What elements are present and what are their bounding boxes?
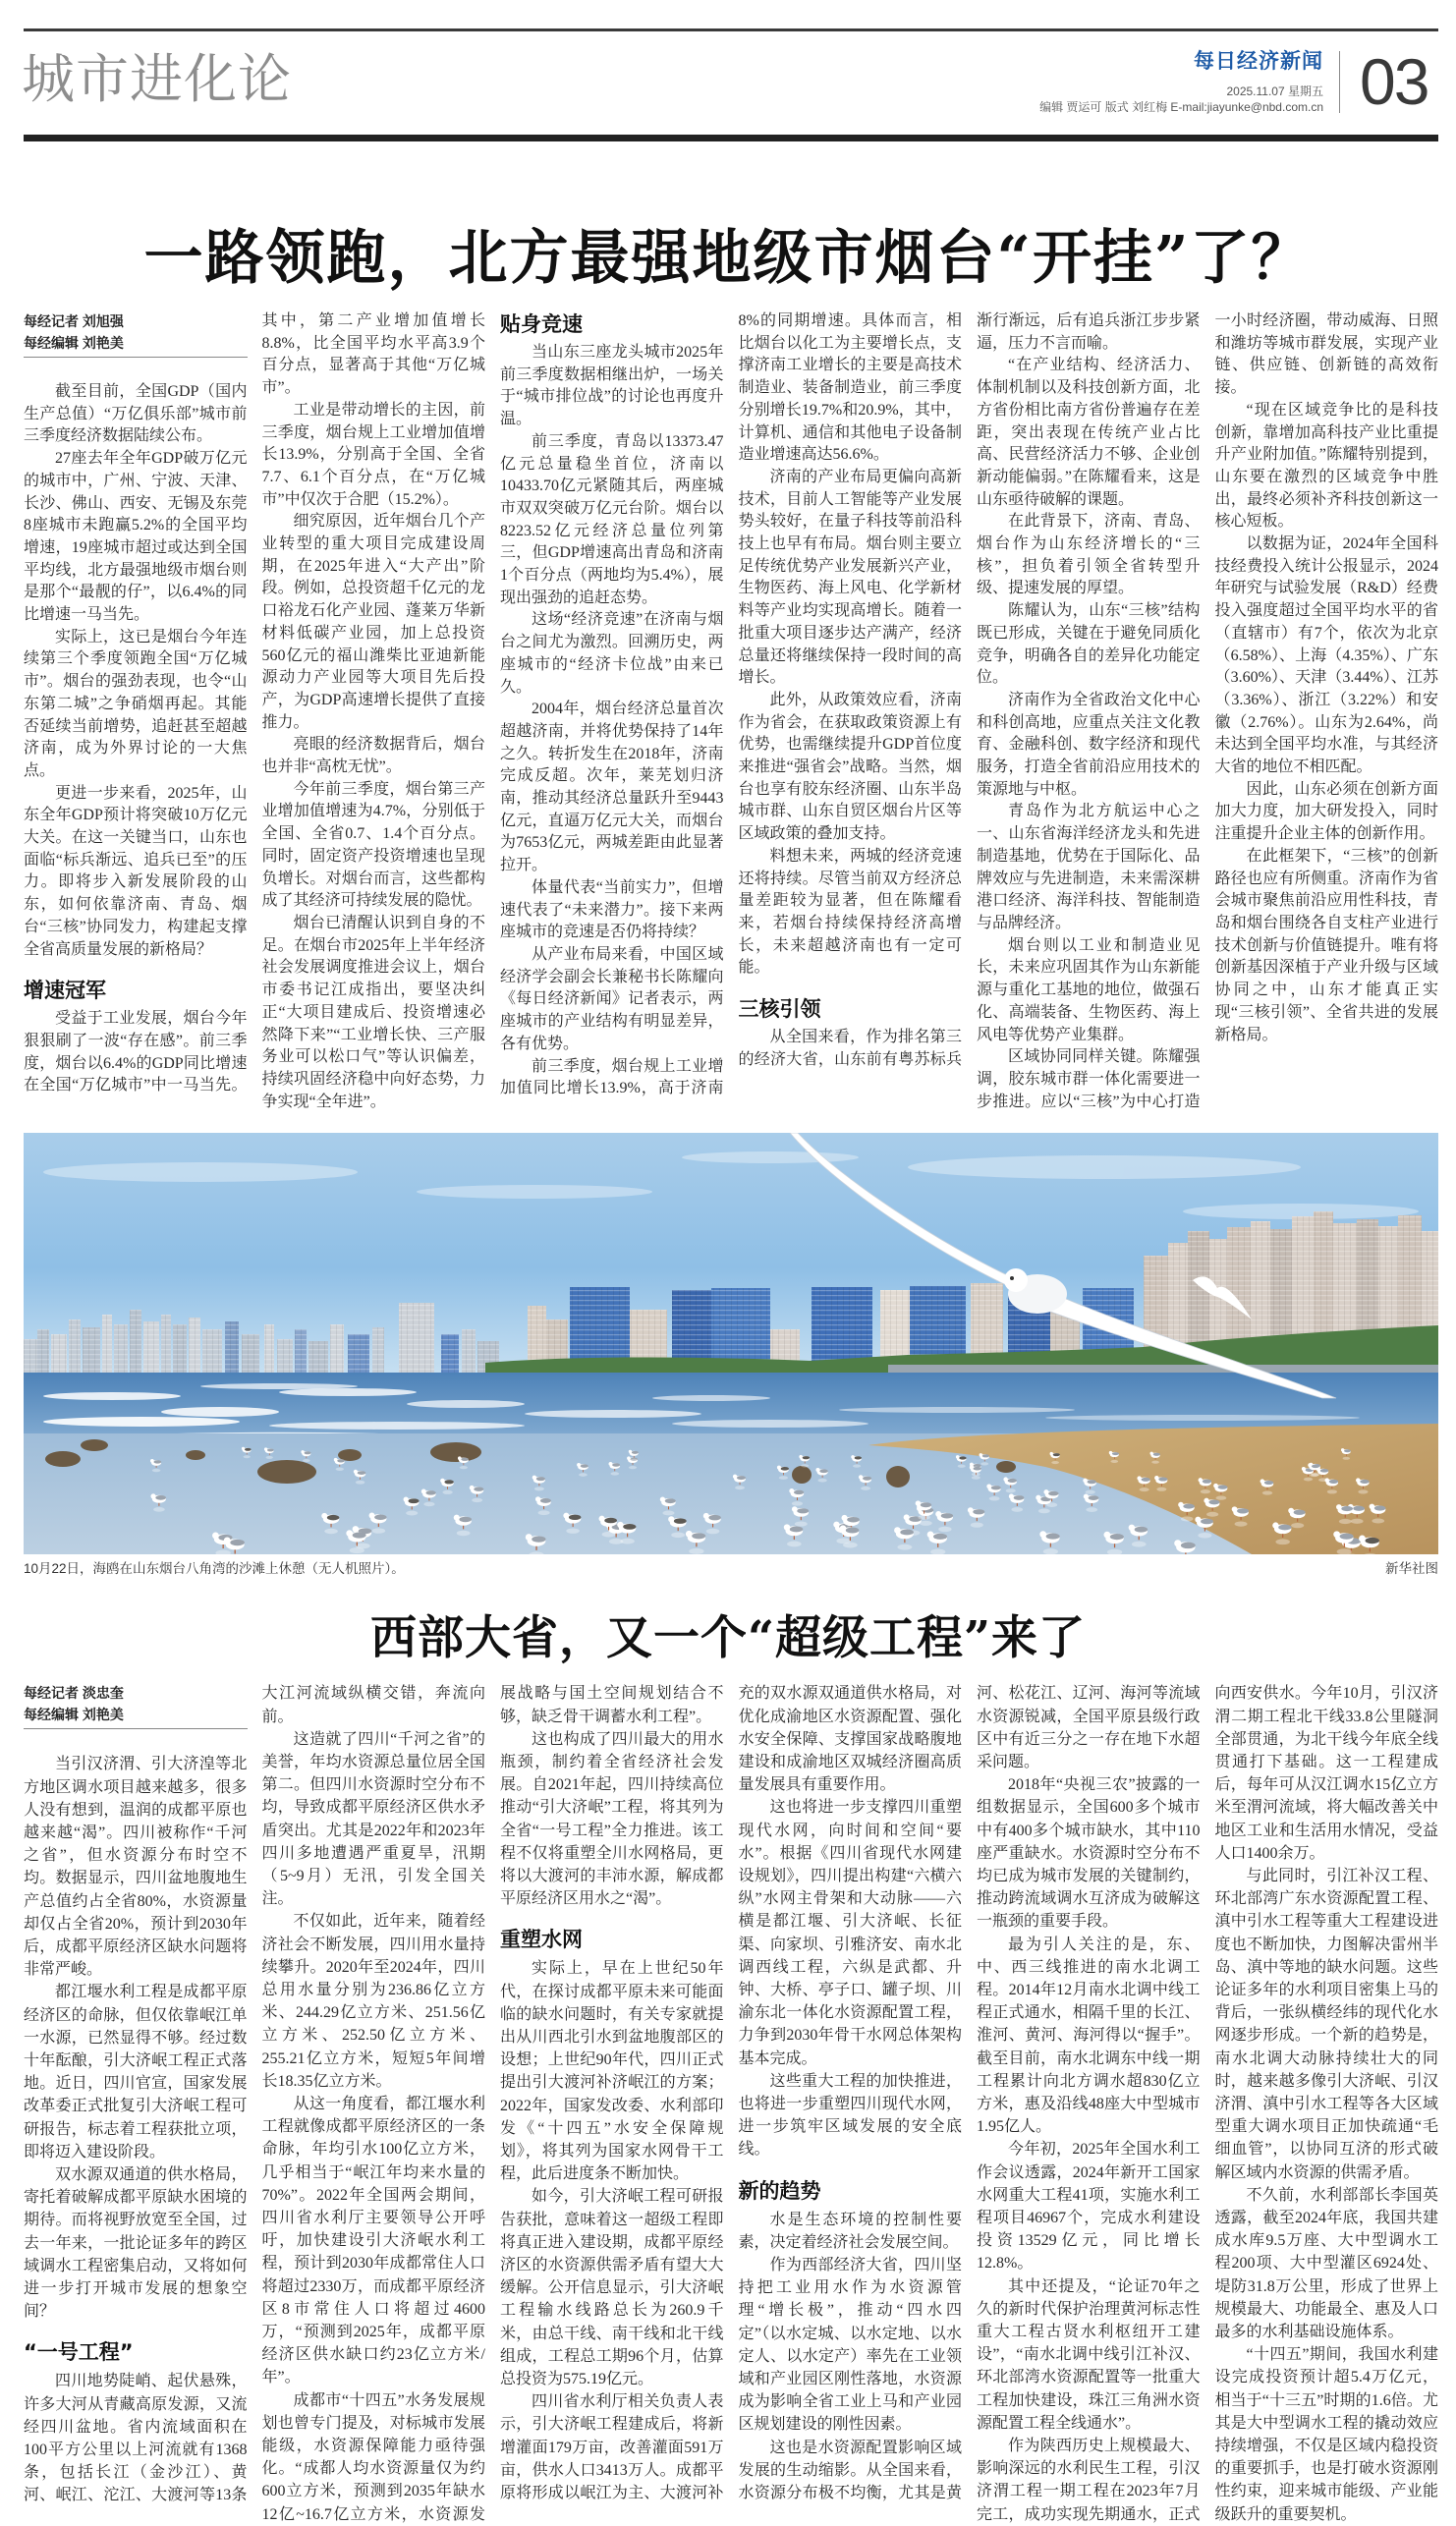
paragraph: 青岛作为北方航运中心之一、山东省海洋经济龙头和先进制造基地，优势在于国际化、品牌效应与先进制造，未来需深耕港口经济、海洋科技、智能制造与品牌经济。 bbox=[977, 803, 1201, 931]
article-2-body bbox=[24, 1682, 1438, 2526]
paragraph: 最为引人关注的是，东、中、西三线推进的南水北调工程。2014年12月南水北调中线工程正式通水，相隔千里的长江、淮河、黄河、海河得以“握手”。截至目前，南水北调东中线一期工程累计向北方调水超830亿立方米，惠及沿线48座大中型城市1.95亿人。 bbox=[977, 1936, 1201, 2136]
paragraph: “现在区域竞争比的是科技创新，靠增加高科技产业比重提升产业附加值。”陈耀特别提到，山东要在激烈的区域竞争中胜出，最终必须补齐科技创新这一核心短板。 bbox=[1214, 401, 1438, 531]
editor-credits: 编辑 贾运可 版式 刘红梅 E-mail:jiayunke@nbd.com.cn bbox=[1039, 100, 1323, 114]
building-windows bbox=[372, 1327, 384, 1375]
paragraph: 都江堰水利工程是成都平原经济区的命脉，但仅依靠岷江单一水源，已然显得不够。经过数十年酝酿，引大济岷工程正式落地。近日，四川官宣，国家发展改革委正式批复引大济岷工程可研报告，标志着工程获批立项，即将迈入建设阶段。 bbox=[24, 1984, 248, 2161]
section-heading: 新的趋势 bbox=[738, 2178, 821, 2203]
paragraph: 料想未来，两城的经济竞速还将持续。尽管当前双方经济总量差距较为显著，但在陈耀看来，若烟台持续保持经济高增长，未来超越济南也有一定可能。 bbox=[738, 847, 962, 977]
article-1-headline: 一路领跑，北方最强地级市烟台“开挂”了？ bbox=[143, 224, 1313, 293]
issue-date: 2025.11.07 星期五 bbox=[1226, 84, 1323, 98]
paragraph: 不仅如此，近年来，随着经济社会不断发展，四川用水量持续攀升。2020年至2024年，四川总用水量分别为236.86亿立方米、244.29亿立方米、251.56亿立方米、252.50亿立方米、255.21亿立方米，短短5年间增长18.35亿立方米。 bbox=[261, 1913, 485, 2090]
paragraph: 当山东三座龙头城市2025年前三季度数据相继出炉，一场关于“城市排位战”的讨论也再度升温。 bbox=[500, 344, 724, 428]
building-windows bbox=[330, 1324, 344, 1375]
paragraph: 从这一角度看，都江堰水利工程就像成都平原经济区的一条命脉，年均引水100亿立方米，几乎相当于“岷江年均来水量的70%”。2022年全国两会期间，四川省水利厅主要领导公开呼吁，加快建设引大济岷水利工程，预计到2030年成都常住人口将超过2330万，而成都平原经济区8市常住人口将超过4600万，“预测到2025年，成都平原经济区供水缺口约23亿立方米/年”。 bbox=[261, 2095, 485, 2386]
photo-credit: 新华社图 bbox=[1385, 1561, 1438, 1577]
building-windows bbox=[51, 1334, 67, 1375]
photo-caption-row bbox=[24, 1560, 1438, 1578]
building-windows bbox=[161, 1315, 171, 1375]
paragraph: 如今，引大济岷工程可研报告获批，意味着这一超级工程即将真正进入建设期，成都平原经济区的水资源供需矛盾有望大大缓解。公开信息显示，引大济岷工程输水线路总长为260.9千米，由总干线、南干线和北干线组成，工程总工期96个月，估算总投资为575.19亿元。 bbox=[500, 2188, 724, 2387]
paragraph: 工业是带动增长的主因，前三季度，烟台规上工业增加值增长13.9%，分别高于全国、全省7.7、6.1个百分点，在“万亿城市”中仅次于合肥（15.2%）。 bbox=[261, 401, 485, 508]
section-title: 城市进化论 bbox=[22, 48, 292, 110]
building-windows bbox=[225, 1321, 239, 1375]
building-windows bbox=[441, 1334, 459, 1375]
section-heading: 增速冠军 bbox=[24, 979, 106, 1003]
paragraph: 区域协同同样关键。陈耀强调，胶东城市群一体化需要进一步推进。应以“三核”为中心打造一小时经济圈，带动威海、日照和潍坊等城市群发展，实现产业链、供应链、创新链的高效衔接。 bbox=[977, 312, 1438, 1110]
building-windows bbox=[24, 1339, 37, 1375]
paragraph: 2018年“央视三农”披露的一组数据显示，全国600多个城市中有400多个城市缺水，其中110座严重缺水。水资源时空分布不均已成为城市发展的关键制约，推动跨流域调水互济成为破解这一瓶颈的重要手段。 bbox=[977, 1776, 1201, 1931]
paragraph: 济南的产业布局更偏向高新技术，目前人工智能等产业发展势头较好，在量子科技等前沿科技上也早有布局。烟台则主要立足传统优势产业发展新兴产业，生物医药、海上风电、化学新材料等产业均实现高增长。随着一批重大项目逐步达产满产，经济总量还将继续保持一段时间的高增长。 bbox=[738, 468, 962, 687]
article-1-byline bbox=[24, 310, 248, 358]
building-windows bbox=[295, 1329, 307, 1375]
paragraph: 亮眼的经济数据背后，烟台也并非“高枕无忧”。 bbox=[261, 736, 485, 776]
news-photo bbox=[24, 1133, 1438, 1554]
paragraph: 受益于工业发展，烟台今年狠狠刷了一波“存在感”。前三季度，烟台以6.4%的GDP同比增速在全国“万亿城市”中一马当先。其中，第二产业增加值增长8.8%，比全国平均水平高3.9个百分点，显著高于其他“万亿城市”。 bbox=[24, 312, 485, 1095]
paragraph: 成都市“十四五”水务发展规划也曾专门提及，对标城市发展能级，水资源保障能力亟待强化。“成都人均水资源量仅为约600立方米，预测到2035年缺水12亿~16.7亿立方米，水资源发展战略与国土空间规划结合不够，缺乏骨干调蓄水利工程”。 bbox=[261, 1685, 724, 2523]
section-heading: 重塑水网 bbox=[500, 1928, 583, 1952]
reporter-credit: 每经记者 淡忠奎 bbox=[24, 1685, 124, 1702]
paragraph: 烟台已清醒认识到自身的不足。在烟台市2025年上半年经济社会发展调度推进会议上，烟台市委书记江成指出，要坚决纠正“大项目建成后、投资增速必然降下来”“工业增长快、三产服务业可以松口气”等认识偏差，持续巩固经济稳中向好态势，力争实现“全年进”。 bbox=[261, 914, 485, 1110]
building-windows bbox=[399, 1303, 434, 1375]
paragraph: 前三季度，烟台规上工业增加值同比增长13.9%，高于济南8%的同期增速。具体而言，相比烟台以化工为主要增长点，支撑济南工业增长的主要是高技术制造业、装备制造业，前三季度分别增长19.7%和20.9%，其中，计算机、通信和其他电子设备制造业增速高达56.6%。 bbox=[500, 312, 962, 1097]
building-windows bbox=[173, 1324, 187, 1375]
editor-credit: 每经编辑 刘艳美 bbox=[24, 335, 124, 351]
paragraph: 与此同时，引江补汉工程、环北部湾广东水资源配置工程、滇中引水工程等重大工程建设进度也不断加快，力图解决雷州半岛、滇中等地的缺水问题。这些论证多年的水利项目密集上马的背后，一张纵横经纬的现代化水网逐步形成。一个新的趋势是，南水北调大动脉持续壮大的同时，越来越多像引大济岷、引汉济渭、滇中引水工程等各大区域型重大调水项目正加快疏通“毛细血管”，以协同互济的形式破解区域内水资源的供需矛盾。 bbox=[1214, 1867, 1438, 2181]
paragraph: 今年前三季度，烟台第三产业增加值增速为4.7%，分别低于全国、全省0.7、1.4个百分点。同时，固定资产投资增速也呈现负增长。对烟台而言，这些都构成了其经济可持续发展的隐忧。 bbox=[261, 780, 485, 910]
paragraph: 截至目前，全国GDP（国内生产总值）“万亿俱乐部”城市前三季度经济数据陆续公布。 bbox=[24, 383, 248, 445]
paragraph: 这也构成了四川最大的用水瓶颈，制约着全省经济社会发展。自2021年起，四川持续高位推动“引大济岷”工程，将其列为全省“一号工程”全力推进。该工程不仅将重塑全川水网格局，更将以大渡河的丰沛水源，解成都平原经济区用水之“渴”。 bbox=[500, 1730, 724, 1908]
paragraph: 双水源双通道的供水格局，寄托着破解成都平原缺水困境的期待。而将视野放宽至全国，过去一年来，一批论证多年的跨区域调水工程密集启动，又将如何进一步打开城市发展的想象空间？ bbox=[24, 2165, 248, 2321]
paragraph: 今年初，2025年全国水利工作会议透露，2024年新开工国家水网重大工程41项，实施水利工程项目46967个，完成水利建设投资13529亿元，同比增长12.8%。 bbox=[977, 2141, 1201, 2273]
paragraph: “十四五”期间，我国水利建设完成投资预计超5.4万亿元，相当于“十三五”时期的1.6倍。尤其是大中型调水工程的撬动效应持续增强，不仅是区域内稳投资的重要抓手，也是打破水资源刚性约束，迎来城市能级、产业能级跃升的重要契机。 bbox=[1214, 2346, 1438, 2523]
paragraph: 这也是水资源配置影响区域发展的生动缩影。从全国来看，水资源分布极不均衡，尤其是黄河、松花江、辽河、海河等流域水资源锐减，全国平原县级行政区中有近三分之一存在地下水超采问题。 bbox=[738, 1685, 1201, 2502]
paragraph: 以数据为证，2024年全国科技经费投入统计公报显示，2024年研究与试验发展（R&D）经费投入强度超过全国平均水平的省（直辖市）有7个，依次为北京（6.58%）、上海（4.35%）、广东（3.60%）、天津（3.44%）、江苏（3.36%）、浙江（3.22%）和安徽（2.76%）。山东为2.64%，尚未达到全国平均水准，与其经济大省的地位不相匹配。 bbox=[1214, 535, 1438, 776]
paragraph: “在产业结构、经济活力、体制机制以及科技创新方面，北方省份相比南方省份普遍存在差距，突出表现在传统产业占比高、民营经济活力不够、企业创新动能偏弱。”在陈耀看来，这是山东亟待破解的课题。 bbox=[977, 357, 1201, 508]
building-windows bbox=[462, 1329, 476, 1375]
section-heading: “一号工程” bbox=[24, 2340, 134, 2365]
paragraph: 从产业布局来看，中国区域经济学会副会长兼秘书长陈耀向《每日经济新闻》记者表示，两座城市的产业结构有明显差异，各有优势。 bbox=[500, 945, 724, 1052]
paragraph: 细究原因，近年烟台几个产业转型的重大项目完成建设周期，在2025年进入“大产出”阶段。例如，总投资超千亿元的龙口裕龙石化产业园、蓬莱万华新材料低碳产业园，加上总投资560亿元的福山潍柴比亚迪新能源动力产业园等大项目先后投产，为GDP高速增长提供了直接推力。 bbox=[261, 513, 485, 731]
building-windows bbox=[130, 1310, 141, 1375]
paragraph: 这也将进一步支撑四川重塑现代水网，向时间和空间“要水”。根据《四川省现代水网建设规划》，四川提出构建“六横六纵”水网主骨架和大动脉——六横是都江堰、引大济岷、长征渠、向家坝、引雅济安、南水北调西线工程，六纵是武都、升钟、大桥、亭子口、罐子坝、川渝东北一体化水资源配置工程，力争到2030年骨干水网总体架构基本完成。 bbox=[738, 1799, 962, 2067]
paragraph: 四川地势陡峭、起伏悬殊，许多大河从青藏高原发源，又流经四川盆地。省内流域面积在100平方公里以上河流就有1368条，包括长江（金沙江）、黄河、岷江、沱江、大渡河等13条大江河流域纵横交错，奔流向前。 bbox=[24, 1685, 485, 2504]
building-windows bbox=[69, 1319, 81, 1375]
paragraph: 水是生态环境的控制性要素，决定着经济社会发展空间。 bbox=[738, 2211, 962, 2251]
page-number: 03 bbox=[1360, 45, 1428, 118]
paragraph: 当引汉济渭、引大济湟等北方地区调水项目越来越多，很多人没有想到，温润的成都平原也越来越“渴”。四川被称作“千河之省”，但水资源分布时空不均。数据显示，四川盆地腹地生产总值约占全省80%，水资源量却仅占全省20%，预计到2030年后，成都平原经济区缺水问题将非常严峻。 bbox=[24, 1756, 248, 1979]
top-rule bbox=[24, 28, 1438, 31]
building-windows bbox=[264, 1324, 274, 1375]
paragraph: 这场“经济竞速”在济南与烟台之间尤为激烈。回溯历史，两座城市的“经济卡位战”由来已久。 bbox=[500, 611, 724, 696]
photo-caption: 10月22日，海鸥在山东烟台八角湾的沙滩上休憩（无人机照片）。 bbox=[24, 1561, 405, 1577]
paragraph: 27座去年全年GDP破万亿元的城市中，广州、宁波、天津、长沙、佛山、西安、无锡及东莞8座城市未跑赢5.2%的全国平均增速，19座城市超过或达到全国平均线，北方最强地级市烟台则是那个“最靓的仔”，以6.4%的同比增速一马当先。 bbox=[24, 450, 248, 624]
paragraph: 更进一步来看，2025年，山东全年GDP预计将突破10万亿元大关。在这一关键当口，山东也面临“标兵渐远、追兵已至”的压力。即将步入新发展阶段的山东，如何依靠济南、青岛、烟台“三核”协同发力，构建起支撑全省高质量发展的新格局？ bbox=[24, 784, 248, 958]
building-windows bbox=[348, 1334, 369, 1375]
building-windows bbox=[202, 1329, 222, 1375]
building-windows bbox=[114, 1324, 128, 1375]
header-bar bbox=[24, 135, 1438, 141]
building-windows bbox=[277, 1339, 293, 1375]
building-windows bbox=[189, 1318, 200, 1375]
paragraph: 因此，山东必须在创新方面加大力度，加大研发投入，同时注重提升企业主体的创新作用。 bbox=[1214, 780, 1438, 843]
article-2-headline: 西部大省，又一个“超级工程”来了 bbox=[369, 1611, 1087, 1666]
paragraph: 2004年，烟台经济总量首次超越济南，并将优势保持了14年之久。转折发生在2018年，济南完成反超。次年，莱芜划归济南，推动其经济总量跃升至9443亿元，直逼万亿元大关，而烟台为7653亿元，两城差距由此显著拉开。 bbox=[500, 701, 724, 874]
building-windows bbox=[143, 1321, 159, 1375]
editor-credit: 每经编辑 刘艳美 bbox=[24, 1707, 124, 1723]
paragraph: 其中还提及，“论证70年之久的新时代保护治理黄河标志性重大工程古贤水利枢纽开工建设”，“南水北调中线引江补汉、环北部湾水资源配置等一批重大工程加快建设，珠江三角洲水资源配置工程全线通水”。 bbox=[977, 2277, 1201, 2432]
paragraph: 在此框架下，“三核”的创新路径也应有所侧重。济南作为省会城市聚焦前沿应用性科技，青岛和烟台围绕各自支柱产业进行技术创新与价值链提升。唯有将创新基因深植于产业升级与区域协同之中，山东才能真正实现“三核引领”、全省共进的发展新格局。 bbox=[1214, 847, 1438, 1043]
building-windows bbox=[37, 1329, 49, 1375]
reporter-credit: 每经记者 刘旭强 bbox=[24, 313, 124, 329]
paragraph: 实际上，早在上世纪50年代，在探讨成都平原未来可能面临的缺水问题时，有关专家就提出从川西北引水到盆地腹部区的设想；上世纪90年代，四川正式提出引大渡河补济岷江的方案；2022年，国家发改委、水利部印发《“十四五”水安全保障规划》，将其列为国家水网骨干工程，此后进度条不断加快。 bbox=[500, 1960, 724, 2183]
header-divider bbox=[1339, 51, 1340, 113]
section-heading: 贴身竞速 bbox=[500, 312, 583, 336]
section-heading: 三核引领 bbox=[738, 997, 821, 1022]
building-windows bbox=[308, 1341, 328, 1375]
paragraph: 作为陕西历史上规模最大、影响深远的水利民生工程，引汉济渭工程一期工程在2023年7月完工，成功实现先期通水，正式向西安供水。今年10月，引汉济渭二期工程北干线33.8公里隧洞全部贯通，为北干线今年底全线贯通打下基础。这一工程建成后，每年可从汉江调水15亿立方米至渭河流域，将大幅改善关中地区工业和生活用水情况，受益人口1400余万。 bbox=[977, 1685, 1438, 2523]
paragraph: 体量代表“当前实力”，但增速代表了“未来潜力”。接下来两座城市的竞速是否仍将持续？ bbox=[500, 878, 724, 941]
paragraph: 四川省水利厅相关负责人表示，引大济岷工程建成后，将新增灌面179万亩，改善灌面591万亩，供水人口3413万人。成都平原将形成以岷江为主、大渡河补充的双水源双通道供水格局，对优化成渝地区水资源配置、强化水安全保障、支撑国家战略腹地建设和成渝地区双城经济圈高质量发展具有重要作用。 bbox=[500, 1685, 962, 2502]
article-2-byline bbox=[24, 1682, 248, 1729]
paragraph: 不久前，水利部部长李国英透露，截至2024年底，我国共建成水库9.5万座、大中型调水工程200项、大中型灌区6924处、堤防31.8万公里，形成了世界上规模最大、功能最全、惠及人口最多的水利基础设施体系。 bbox=[1214, 2186, 1438, 2340]
page-header bbox=[0, 0, 1456, 142]
paragraph: 作为西部经济大省，四川坚持把工业用水作为水资源管理“增长极”，推动“四水四定”（以水定城、以水定地、以水定人、以水定产）率先在工业领域和产业园区刚性落地，水资源成为影响全省工业上马和产业园区规划建设的刚性因素。 bbox=[738, 2256, 962, 2434]
paragraph: 此外，从政策效应看，济南作为省会，在获取政策资源上有优势，也需继续提升GDP首位度来推进“强省会”战略。当然，烟台也享有胶东经济圈、山东半岛城市群、山东自贸区烟台片区等区域政策的叠加支持。 bbox=[738, 691, 962, 843]
paragraph: 济南作为全省政治文化中心和科创高地，应重点关注文化教育、金融科创、数字经济和现代服务，打造全省前沿应用技术的策源地与中枢。 bbox=[977, 691, 1201, 798]
paragraph: 烟台则以工业和制造业见长，未来应巩固其作为山东新能源与重化工基地的地位，做强石化、高端装备、生物医药、海上风电等优势产业集群。 bbox=[977, 936, 1201, 1043]
masthead-logo: 每日经济新闻 bbox=[1194, 48, 1323, 73]
paragraph: 这些重大工程的加快推进，也将进一步重塑四川现代水网，进一步筑牢区域发展的安全底线。 bbox=[738, 2072, 962, 2159]
building-windows bbox=[83, 1327, 100, 1375]
paragraph: 前三季度，青岛以13373.47亿元总量稳坐首位，济南以10433.70亿元紧随其后，两座城市双双突破万亿元台阶。烟台以8223.52亿元经济总量位列第三，但GDP增速高出青岛和济南1个百分点（两地均为5.4%），展现出强劲的追赶态势。 bbox=[500, 432, 724, 606]
building-windows bbox=[102, 1315, 112, 1375]
paragraph: 从全国来看，作为排名第三的经济大省，山东前有粤苏标兵渐行渐远，后有追兵浙江步步紧逼，压力不言而喻。 bbox=[738, 312, 1201, 1068]
paragraph: 实际上，这已是烟台今年连续第三个季度领跑全国“万亿城市”。烟台的强劲表现，也令“山东第二城”之争硝烟再起。其能否延续当前增势，追赶甚至超越济南，成为外界讨论的一大焦点。 bbox=[24, 628, 248, 779]
paragraph: 在此背景下，济南、青岛、烟台作为山东经济增长的“三核”，担负着引领全省转型升级、提速发展的厚望。 bbox=[977, 513, 1201, 597]
article-1-body bbox=[24, 310, 1438, 1113]
paragraph: 陈耀认为，山东“三核”结构既已形成，关键在于避免同质化竞争，明确各自的差异化功能定位。 bbox=[977, 602, 1201, 687]
paragraph: 这造就了四川“千河之省”的美誉，年均水资源总量位居全国第二。但四川水资源时空分布不均，导致成都平原经济区供水矛盾突出。尤其是2022年和2023年四川多地遭遇严重夏旱，汛期（5~9月）无汛，引发全国关注。 bbox=[261, 1730, 485, 1908]
building-windows bbox=[242, 1334, 259, 1375]
